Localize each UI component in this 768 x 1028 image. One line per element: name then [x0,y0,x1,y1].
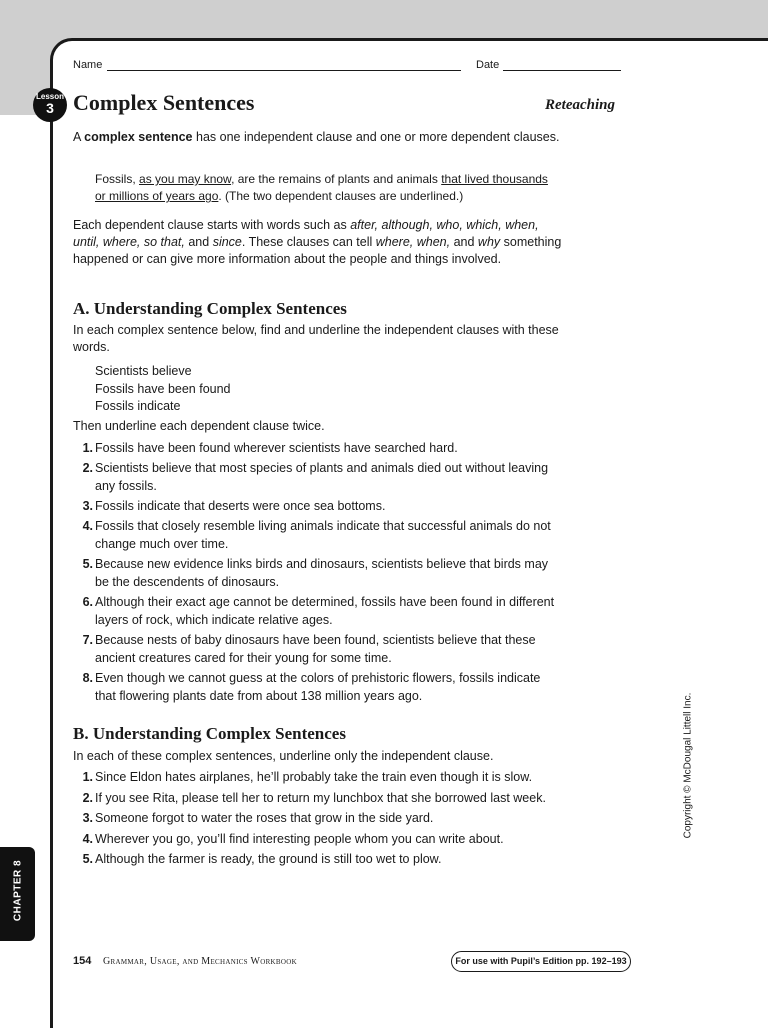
chapter-label: CHAPTER 8 [12,859,24,922]
list-item: 7. Because nests of baby dinosaurs have been found, scientists believe that these ancient creatures cared for their young for some time. [82,633,536,665]
list-item: 4. Fossils that closely resemble living animals indicate that successful animals do not change much over time. [82,519,551,551]
name-line [107,70,461,71]
lesson-number: 3 [46,100,54,116]
name-label: Name [73,59,103,71]
list-item: 2. Scientists believe that most species of plants and animals died out without leaving any fossils. [82,461,549,493]
list-item: 6. Although their exact age cannot be determined, fossils have been found in different layers of rock, which indicate relative ages. [82,595,555,627]
pupil-edition-pill: For use with Pupil’s Edition pp. 192–193 [451,951,631,972]
key-word: Scientists believe [95,364,192,378]
list-item: 1. Since Eldon hates airplanes, he’ll probably take the train even though it is slow. [82,770,533,784]
chapter-tab [0,847,35,941]
section-b-heading: B. Understanding Complex Sentences [73,724,346,743]
section-a-then: Then underline each dependent clause twice. [73,419,325,433]
key-words-list [95,363,231,416]
key-word: Fossils indicate [95,399,181,413]
list-item: 5. Because new evidence links birds and dinosaurs, scientists believe that birds may be the descendents of dinosaurs. [82,557,549,589]
workbook-title: Grammar, Usage, and Mechanics Workbook [103,956,297,967]
date-label: Date [476,59,500,71]
example-sentence: Fossils, as you may know, are the remains of plants and animals that lived thousands or millions of years ago. (The two dependent clauses are underlined.) [95,172,548,203]
list-item: 8. Even though we cannot guess at the colors of prehistoric flowers, fossils indicate that flowering plants date from about 138 million years ago. [82,671,541,703]
section-b-items [73,768,573,868]
page-subtitle: Reteaching [545,97,615,113]
section-a-instructions: In each complex sentence below, find and underline the independent clauses with these words. [73,323,559,354]
date-line [503,70,621,71]
explanation-paragraph: Each dependent clause starts with words such as after, although, who, which, when, until, where, so that, and since. These clauses can tell where, when, and why something happened or can give more information about the people and things involved. [73,218,562,266]
list-item: 3. Someone forgot to water the roses that grow in the side yard. [82,811,434,825]
lesson-word: Lesson [35,92,64,101]
list-item: 5. Although the farmer is ready, the ground is still too wet to plow. [82,852,442,866]
section-b-instructions: In each of these complex sentences, underline only the independent clause. [73,749,494,763]
list-item: 1. Fossils have been found wherever scientists have searched hard. [82,441,458,455]
section-a-heading: A. Understanding Complex Sentences [73,299,347,318]
key-word: Fossils have been found [95,381,231,396]
page-title: Complex Sentences [73,90,255,115]
list-item: 4. Wherever you go, you’ll find interesting people whom you can write about. [82,831,504,846]
lesson-badge [33,88,67,122]
list-item: 3. Fossils indicate that deserts were once sea bottoms. [82,499,386,513]
section-a-items [73,439,563,705]
page-number: 154 [73,955,92,967]
list-item: 2. If you see Rita, please tell her to return my lunchbox that she borrowed last week. [82,790,546,805]
intro-paragraph: A complex sentence has one independent clause and one or more dependent clauses. [73,130,560,144]
copyright-notice: Copyright © McDougal Littell Inc. [682,692,694,839]
